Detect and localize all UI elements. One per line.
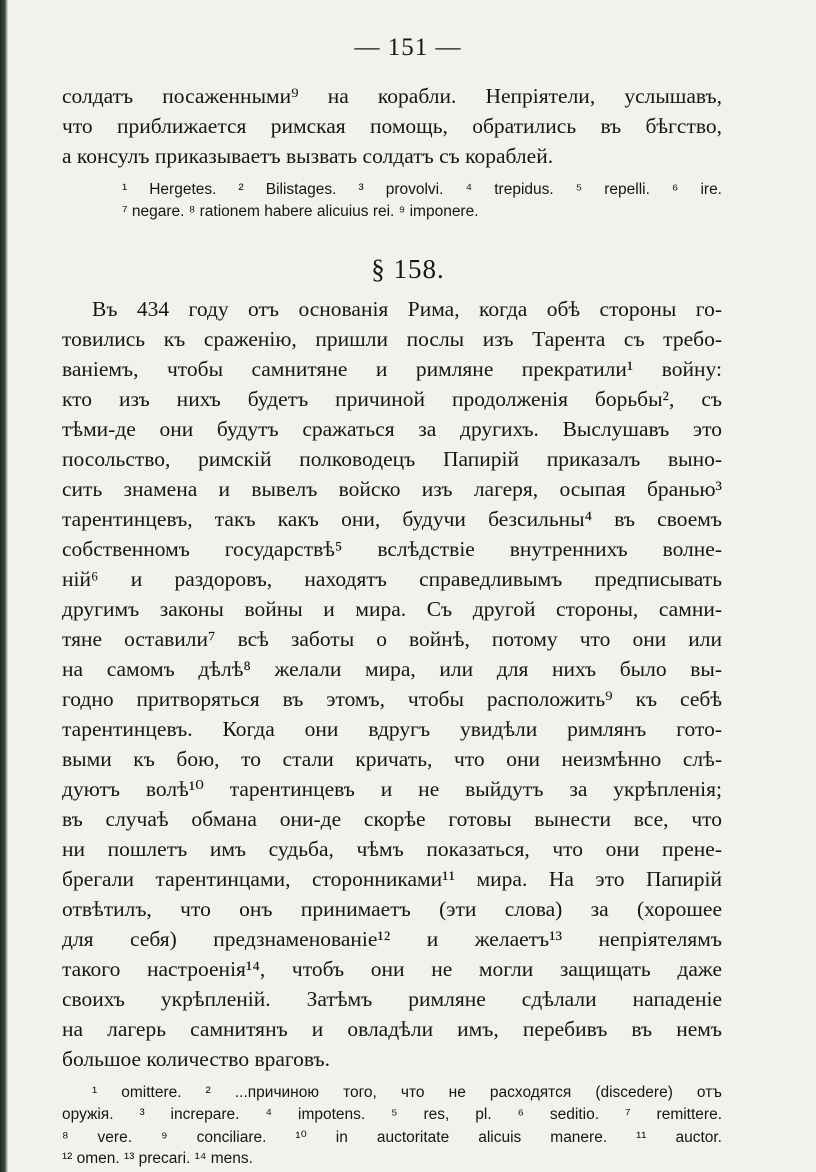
page-number: — 151 — bbox=[354, 34, 462, 61]
body-line: своихъ укрѣпленій. Затѣмъ римляне сдѣлали нападеніе bbox=[62, 987, 722, 1011]
footnote-line: ¹ omittere. ² ...причиною того, что не расходятся (discedere) отъ bbox=[92, 1084, 722, 1101]
body-line: кто изъ нихъ будетъ причиной продолженія борьбы², съ bbox=[62, 387, 722, 411]
footnote-line: ⁷ negare. ⁸ rationem habere alicuius rei. ⁹ imponere. bbox=[122, 203, 479, 220]
body-line: тарентинцевъ, такъ какъ они, будучи безсильны⁴ въ своемъ bbox=[62, 507, 722, 531]
body-line: посольство, римскій полководецъ Папирій приказалъ выно- bbox=[62, 447, 722, 471]
footnote-line: ⁸ vere. ⁹ conciliare. ¹⁰ in auctoritate alicuis manere. ¹¹ auctor. bbox=[62, 1129, 722, 1146]
page-edge bbox=[0, 0, 8, 1172]
body-line: выми къ бою, то стали кричать, что они неизмѣнно слѣ- bbox=[62, 747, 722, 771]
body-line: ни пошлетъ имъ судьба, чѣмъ показаться, что они прене- bbox=[62, 837, 722, 861]
body-line: брегали тарентинцами, сторонниками¹¹ мира. На это Папирій bbox=[62, 867, 722, 891]
body-line: на самомъ дѣлѣ⁸ желали мира, или для нихъ было вы- bbox=[62, 657, 722, 681]
footnote-line: ¹² omen. ¹³ precari. ¹⁴ mens. bbox=[62, 1150, 253, 1167]
body-line: Въ 434 году отъ основанія Рима, когда обѣ стороны го- bbox=[92, 297, 722, 321]
footnote-line: оружія. ³ increpare. ⁴ impotens. ⁵ res, pl. ⁶ seditio. ⁷ remittere. bbox=[62, 1106, 722, 1123]
body-line: въ случаѣ обмана они-де скорѣе готовы вынести все, что bbox=[62, 807, 722, 831]
section-heading: § 158. bbox=[371, 254, 445, 284]
body-line: ній⁶ и раздоровъ, находятъ справедливымъ предписывать bbox=[62, 567, 722, 591]
body-line: годно притворяться въ этомъ, чтобы расположить⁹ къ себѣ bbox=[62, 687, 722, 711]
intro-line: а консулъ приказываетъ вызвать солдатъ съ кораблей. bbox=[62, 144, 554, 168]
body-line: большое количество враговъ. bbox=[62, 1047, 331, 1071]
body-line: другимъ законы войны и мира. Съ другой стороны, самни- bbox=[62, 597, 722, 621]
intro-line: что приближается римская помощь, обратились въ бѣгство, bbox=[62, 114, 722, 138]
body-line: тяне оставили⁷ всѣ заботы о войнѣ, потому что они или bbox=[62, 627, 722, 651]
intro-line: солдатъ посаженными⁹ на корабли. Непріятели, услышавъ, bbox=[62, 84, 722, 108]
body-line: тарентинцевъ. Когда они вдругъ увидѣли римлянъ гото- bbox=[62, 717, 722, 741]
body-line: ваніемъ, чтобы самнитяне и римляне прекратили¹ войну: bbox=[62, 357, 722, 381]
body-line: товились къ сраженію, пришли послы изъ Тарента съ требо- bbox=[62, 327, 722, 351]
body-line: для себя) предзнаменованіе¹² и желаетъ¹³ непріятелямъ bbox=[62, 927, 722, 951]
body-line: дуютъ волѣ¹⁰ тарентинцевъ и не выйдутъ за укрѣпленія; bbox=[62, 777, 722, 801]
body-line: сить знамена и вывелъ войско изъ лагеря, осыпая бранью³ bbox=[62, 477, 722, 501]
body-line: такого настроенія¹⁴, чтобъ они не могли защищать даже bbox=[62, 957, 722, 981]
body-line: отвѣтилъ, что онъ принимаетъ (эти слова) за (хорошее bbox=[62, 897, 722, 921]
footnote-line: ¹ Hergetes. ² Bilistages. ³ provolvi. ⁴ trepidus. ⁵ repelli. ⁶ ire. bbox=[122, 181, 722, 198]
body-line: тѣми-де они будутъ сражаться за другихъ. Выслушавъ это bbox=[62, 417, 722, 441]
body-line: на лагерь самнитянъ и овладѣли имъ, перебивъ въ немъ bbox=[62, 1017, 722, 1041]
body-line: собственномъ государствѣ⁵ вслѣдствіе внутреннихъ волне- bbox=[62, 537, 722, 561]
